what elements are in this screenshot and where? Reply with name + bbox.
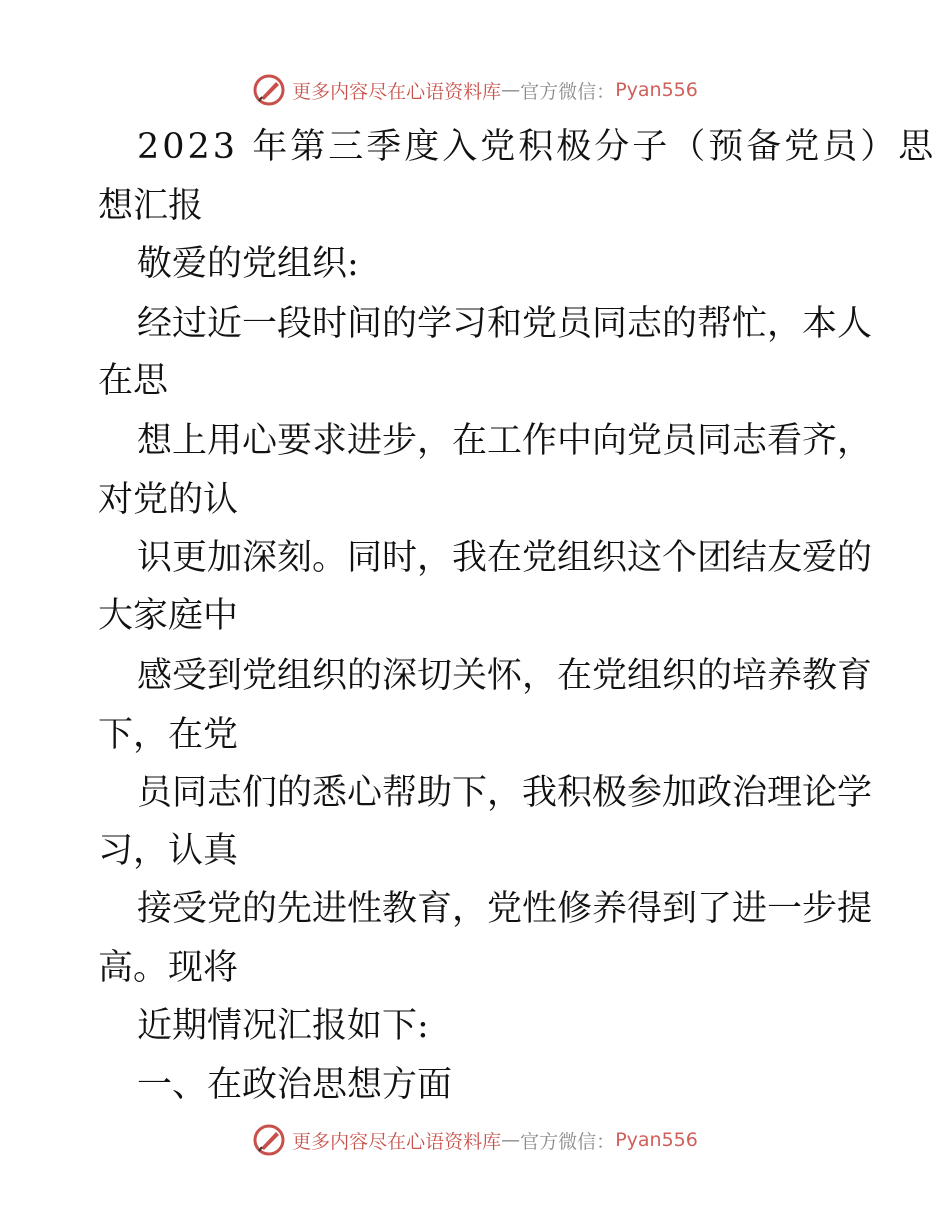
paragraph-line: 高。现将	[98, 948, 239, 988]
banner-main-text: 更多内容尽在心语资料库	[292, 80, 502, 103]
banner-dash: —	[501, 79, 521, 101]
quill-logo-icon	[252, 73, 286, 107]
quill-logo-icon	[252, 1123, 286, 1157]
banner-main-text: 更多内容尽在心语资料库	[292, 1130, 502, 1153]
banner-account: Pyan556	[615, 1129, 698, 1151]
salutation: 敬爱的党组织:	[137, 244, 359, 284]
header-watermark-banner	[0, 70, 950, 110]
banner-account: Pyan556	[615, 79, 698, 101]
paragraph-line: 近期情况汇报如下:	[137, 1006, 429, 1046]
section-heading: 一、在政治思想方面	[137, 1065, 453, 1105]
paragraph-line: 想上用心要求进步，在工作中向党员同志看齐，	[137, 421, 873, 461]
document-title-line-1: 2023 年第三季度入党积极分子（预备党员）思	[137, 127, 937, 167]
paragraph-line: 下，在党	[98, 715, 239, 755]
paragraph-line: 感受到党组织的深切关怀，在党组织的培养教育	[137, 656, 873, 696]
document-title-line-2: 想汇报	[98, 186, 204, 226]
banner-wechat-label: 官方微信：	[520, 1130, 616, 1153]
paragraph-line: 员同志们的悉心帮助下，我积极参加政治理论学	[137, 773, 873, 813]
paragraph-line: 识更加深刻。同时，我在党组织这个团结友爱的	[137, 538, 873, 578]
paragraph-line: 接受党的先进性教育，党性修养得到了进一步提	[137, 889, 873, 929]
paragraph-line: 习，认真	[98, 831, 239, 871]
paragraph-line: 经过近一段时间的学习和党员同志的帮忙，本人	[137, 304, 873, 344]
banner-dash: —	[501, 1129, 521, 1151]
paragraph-line: 大家庭中	[98, 596, 239, 636]
paragraph-line: 对党的认	[98, 480, 239, 520]
paragraph-line: 在思	[98, 361, 169, 401]
banner-wechat-label: 官方微信：	[520, 80, 616, 103]
footer-watermark-banner	[0, 1120, 950, 1160]
